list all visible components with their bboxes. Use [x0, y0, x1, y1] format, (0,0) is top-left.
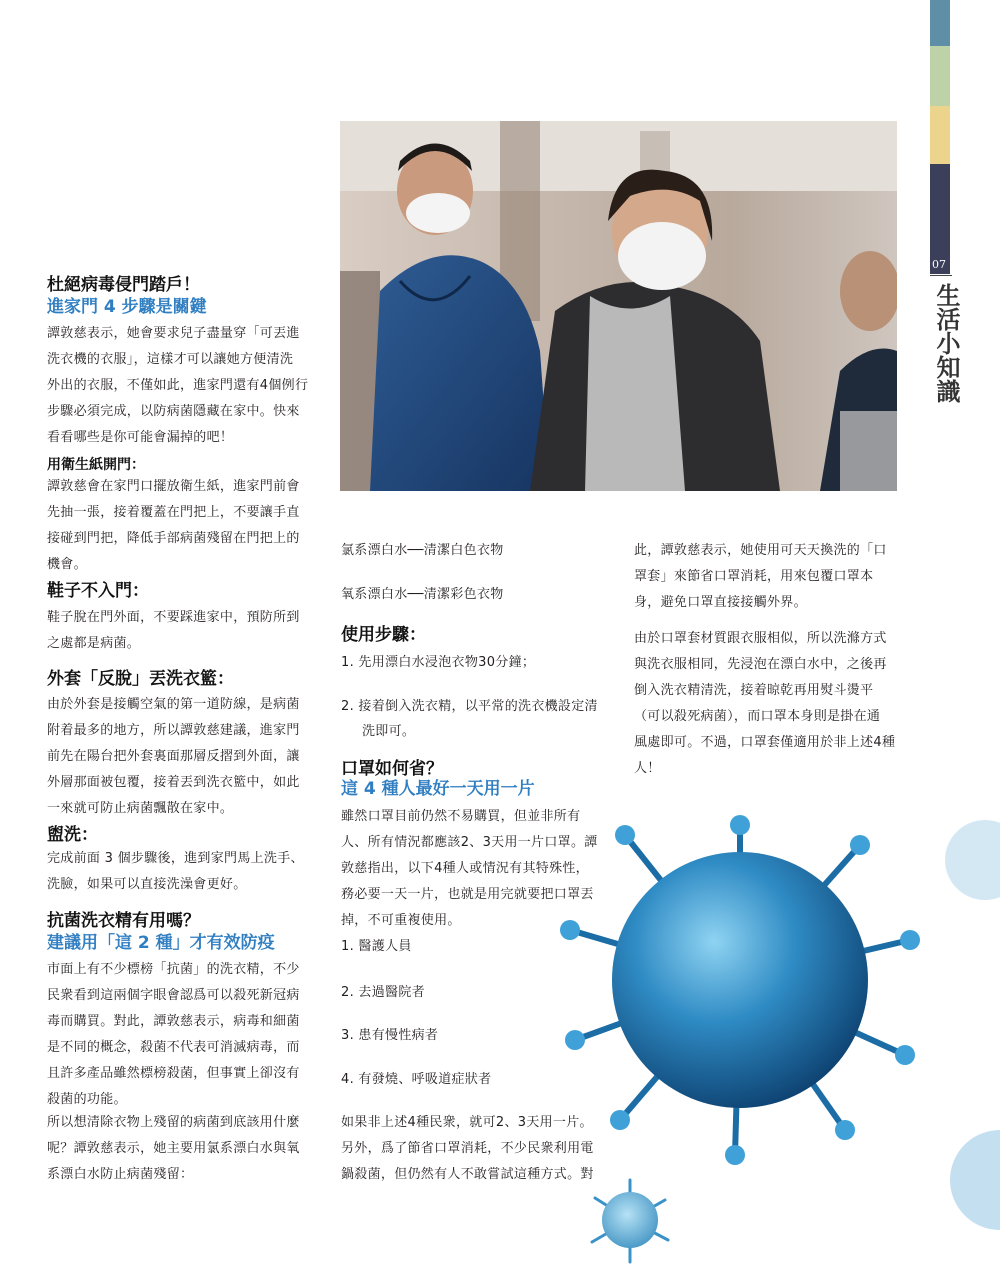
page-number: 07: [932, 258, 946, 271]
text-line: 此，譚敦慈表示，她使用可天天換洗的「口: [634, 543, 887, 558]
usage-step-2: 2. 接着倒入洗衣精，以平常的洗衣機設定清: [341, 699, 598, 714]
text-line: 譚敦慈會在家門口擺放衛生紙，進家門前會: [47, 479, 300, 494]
text-line: 風處即可。不過，口罩套僅適用於非上述4種: [634, 735, 896, 750]
text-line: 雖然口罩目前仍然不易購買，但並非所有: [341, 809, 581, 824]
heading-disinfection-subtitle: 進家門 4 步驟是關鍵: [47, 297, 207, 317]
text-line: 洗臉，如果可以直接洗澡會更好。: [47, 877, 247, 892]
text-line: 一來就可防止病菌飄散在家中。: [47, 801, 234, 816]
list-item: 1. 醫護人員: [341, 939, 412, 954]
list-item: 2. 去過醫院者: [341, 985, 425, 1000]
side-color-bar-2: [930, 46, 950, 106]
step2-title: 鞋子不入門：: [47, 581, 149, 601]
text-line: 如果非上述4種民衆，就可2、3天用一片。: [341, 1115, 593, 1130]
text-line: 另外，爲了節省口罩消耗，不少民衆利用電: [341, 1141, 594, 1156]
list-item: 4. 有發燒、呼吸道症狀者: [341, 1072, 492, 1087]
side-divider: [930, 275, 952, 276]
text-line: 機會。: [47, 557, 87, 572]
bleach-intro-paragraph: [47, 1110, 317, 1188]
usage-steps-title: 使用步驟：: [341, 625, 426, 645]
mask-cover-wash-paragraph: [634, 626, 904, 782]
text-line: 先抽一張，接着覆蓋在門把上，不要讓手直: [47, 505, 300, 520]
text-line: 譚敦慈表示，她會要求兒子盡量穿「可丟進: [47, 326, 300, 341]
text-line: 殺菌的功能。: [47, 1092, 127, 1107]
text-line: 敦慈指出，以下4種人或情況有其特殊性，: [341, 861, 589, 876]
virus-small: [592, 1180, 668, 1262]
text-line: 看看哪些是你可能會漏掉的吧！: [47, 430, 234, 445]
photo-masked-pedestrians: [340, 121, 897, 491]
text-line: 與洗衣服相同，先浸泡在漂白水中，之後再: [634, 657, 887, 672]
virus-large: [560, 815, 920, 1165]
text-line: 罩套」來節省口罩消耗，用來包覆口罩本: [634, 569, 874, 584]
text-line: 外出的衣服，不僅如此，進家門還有4個例行: [47, 378, 309, 393]
section-title: 生活小知識: [932, 283, 961, 403]
text-line: 由於外套是接觸空氣的第一道防線，是病菌: [47, 697, 300, 712]
text-line: 倒入洗衣精清洗，接着晾乾再用熨斗燙平: [634, 683, 874, 698]
step2-body: [47, 605, 317, 657]
heading-detergent: 抗菌洗衣精有用嗎？: [47, 911, 200, 931]
text-line: 附着最多的地方，所以譚敦慈建議，進家門: [47, 723, 300, 738]
text-line: 人、所有情況都應該2、3天用一片口罩。譚: [341, 835, 598, 850]
text-line: （可以殺死病菌），而口罩本身則是掛在通: [634, 709, 881, 724]
step3-title: 外套「反脫」丟洗衣籃：: [47, 669, 234, 689]
step4-body: [47, 846, 317, 898]
text-line: 洗衣機的衣服」，這樣才可以讓她方便清洗: [47, 352, 294, 367]
text-line: 步驟必須完成，以防病菌隱藏在家中。快來: [47, 404, 300, 419]
intro-paragraph: [47, 321, 317, 451]
heading-disinfection: 杜絕病毒侵門踏戶！: [47, 275, 200, 295]
bleach-oxygen: 氧系漂白水──清潔彩色衣物: [341, 587, 504, 602]
usage-step-1: 1. 先用漂白水浸泡衣物30分鐘；: [341, 655, 536, 670]
step1-body: [47, 474, 317, 578]
text-line: 人！: [634, 761, 661, 776]
text-line: 前先在陽台把外套裏面那層反摺到外面，讓: [47, 749, 300, 764]
text-line: 務必要一天一片，也就是用完就要把口罩丟: [341, 887, 594, 902]
detergent-paragraph: [47, 957, 317, 1113]
text-line: 是不同的概念，殺菌不代表可消滅病毒，而: [47, 1040, 300, 1055]
text-line: 身，避免口罩直接接觸外界。: [634, 595, 807, 610]
heading-masks: 口罩如何省？: [341, 759, 443, 779]
text-line: 民衆看到這兩個字眼會認爲可以殺死新冠病: [47, 988, 300, 1003]
text-line: 毒而購買。對此，譚敦慈表示，病毒和細菌: [47, 1014, 300, 1029]
step3-body: [47, 692, 317, 822]
text-line: 之處都是病菌。: [47, 636, 141, 651]
step4-title: 盥洗：: [47, 825, 98, 845]
mask-cover-paragraph: [634, 538, 904, 616]
usage-step-2-cont: 洗即可。: [362, 724, 416, 739]
text-line: 系漂白水防止病菌殘留：: [47, 1167, 194, 1182]
text-line: 且許多產品雖然標榜殺菌，但事實上卻沒有: [47, 1066, 300, 1081]
photo-illustration: [340, 121, 897, 491]
side-color-bar-1: [930, 0, 950, 46]
text-line: 鞋子脫在門外面，不要踩進家中，預防所到: [47, 610, 300, 625]
text-line: 市面上有不少標榜「抗菌」的洗衣精，不少: [47, 962, 300, 977]
list-item: 3. 患有慢性病者: [341, 1028, 439, 1043]
virus-faint-right: [945, 820, 1000, 1230]
bleach-chlorine: 氯系漂白水──清潔白色衣物: [341, 543, 504, 558]
text-line: 掉，不可重複使用。: [341, 913, 461, 928]
text-line: 鍋殺菌，但仍然有人不敢嘗試這種方式。對: [341, 1167, 594, 1182]
text-line: 外層那面被包覆，接着丟到洗衣籃中，如此: [47, 775, 300, 790]
text-line: 呢？譚敦慈表示，她主要用氯系漂白水與氧: [47, 1141, 300, 1156]
step1-title: 用衛生紙開門：: [47, 457, 145, 473]
virus-illustration: [560, 800, 1000, 1266]
side-color-bar-3: [930, 106, 950, 164]
text-line: 完成前面 3 個步驟後，進到家門馬上洗手、: [47, 851, 304, 866]
text-line: 接碰到門把，降低手部病菌殘留在門把上的: [47, 531, 300, 546]
heading-detergent-subtitle: 建議用「這 2 種」才有效防疫: [47, 933, 275, 953]
text-line: 由於口罩套材質跟衣服相似，所以洗滌方式: [634, 631, 887, 646]
text-line: 所以想清除衣物上殘留的病菌到底該用什麼: [47, 1115, 300, 1130]
heading-masks-subtitle: 這 4 種人最好一天用一片: [341, 779, 535, 799]
